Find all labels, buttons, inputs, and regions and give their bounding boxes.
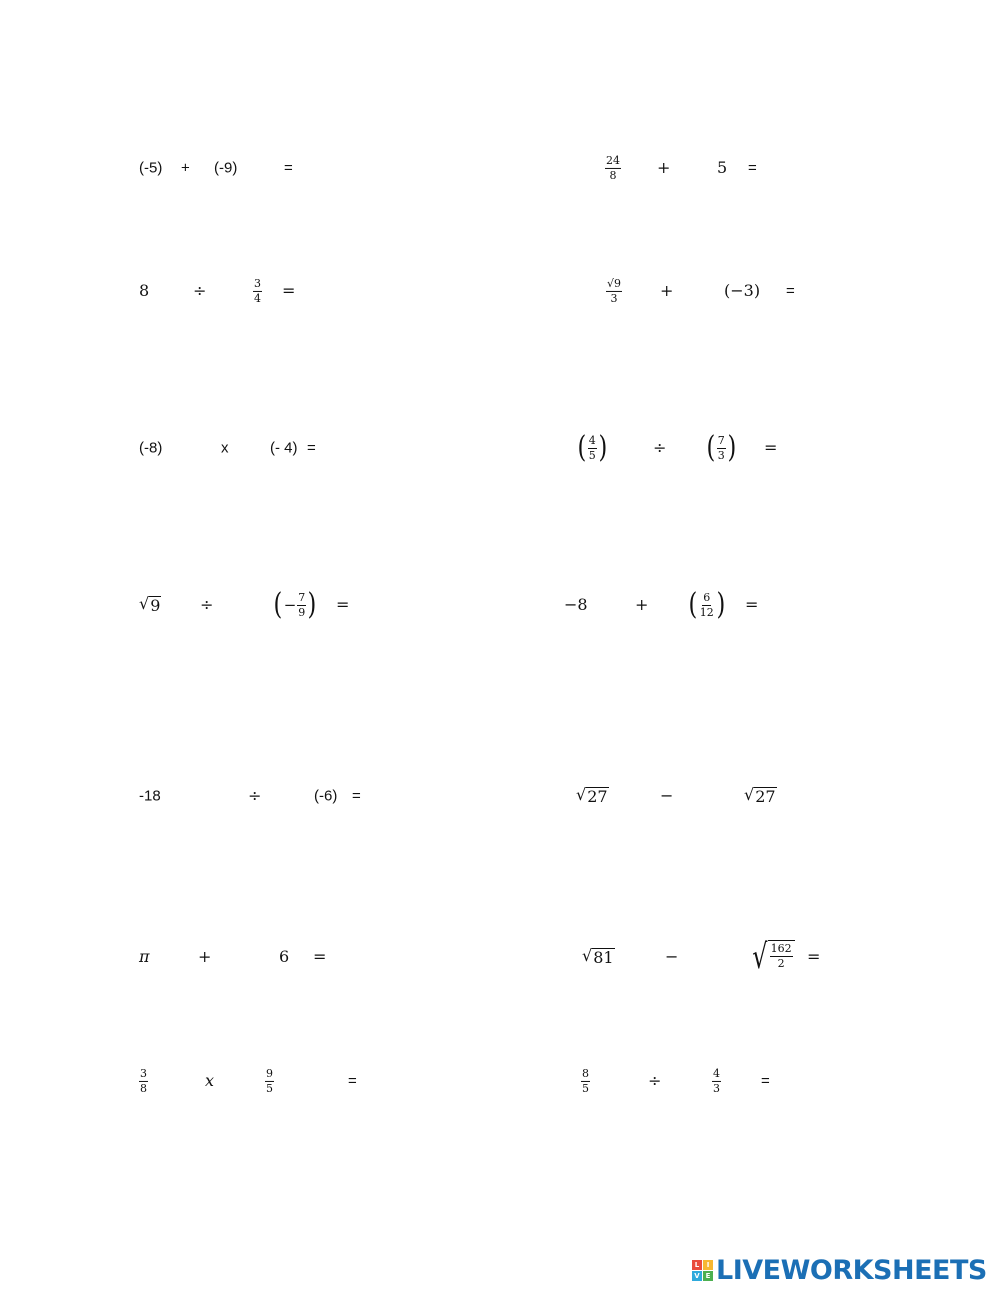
equals-sign: =	[352, 787, 361, 805]
operator: ÷	[648, 1071, 662, 1090]
operand: (- 4)	[270, 439, 298, 457]
operator: −	[660, 786, 674, 805]
equals-sign: =	[348, 1072, 357, 1090]
operator: +	[181, 159, 190, 177]
square-root-icon: √	[576, 785, 587, 804]
operand: (-5)	[139, 159, 163, 177]
equals-sign: =	[282, 281, 296, 300]
operator: x	[221, 439, 229, 457]
parenthesized-fraction: ( $\frac{6}{12}$ )	[688, 587, 725, 622]
fraction: $\frac{3}{8}$	[140, 1066, 147, 1095]
square-root: √ 9	[139, 594, 161, 615]
square-root-fraction: √ $\frac{162}{2}$	[749, 940, 795, 974]
square-root: √ 27	[744, 785, 776, 806]
equals-sign: =	[307, 439, 316, 457]
parenthesized-fraction: ( $\frac{4}{5}$ )	[577, 430, 607, 465]
operator: x	[205, 1071, 215, 1090]
operator: ÷	[653, 438, 667, 457]
operand: 6	[279, 947, 290, 966]
parenthesized-fraction: ( − $\frac{7}{9}$ )	[273, 587, 317, 622]
operator: −	[665, 947, 679, 966]
operator: +	[198, 947, 212, 966]
operand: (-9)	[214, 159, 238, 177]
equals-sign: =	[336, 595, 350, 614]
equals-sign: =	[761, 1072, 770, 1090]
equals-sign: =	[284, 159, 293, 177]
operator: ÷	[200, 595, 214, 614]
fraction: $\frac{8}{5}$	[582, 1066, 589, 1095]
parenthesized-fraction: ( $\frac{7}{3}$ )	[706, 430, 736, 465]
fraction: $\frac{9}{5}$	[266, 1066, 273, 1095]
square-root-icon: √	[607, 276, 615, 290]
square-root-icon: √	[139, 594, 150, 613]
equals-sign: =	[807, 947, 821, 966]
operator: +	[660, 281, 674, 300]
square-root-icon: √	[752, 937, 768, 977]
fraction: $\frac{3}{4}$	[254, 276, 261, 305]
square-root-icon: √	[744, 785, 755, 804]
equals-sign: =	[764, 438, 778, 457]
operator: +	[657, 158, 671, 177]
operand: -18	[139, 787, 161, 805]
operand: (-8)	[139, 439, 163, 457]
operand: (-6)	[314, 787, 338, 805]
operand: 5	[717, 158, 728, 177]
logo-text: LIVEWORKSHEETS	[716, 1255, 987, 1286]
fraction: $\frac{24}{8}$	[606, 153, 620, 182]
square-root: √ 27	[576, 785, 608, 806]
square-root-icon: √	[582, 946, 593, 965]
operand: (−3)	[724, 281, 761, 300]
operator: ÷	[193, 281, 207, 300]
equals-sign: =	[786, 282, 795, 300]
operator: +	[635, 595, 649, 614]
liveworksheets-logo	[692, 1257, 987, 1284]
square-root: √ 81	[582, 946, 614, 967]
equals-sign: =	[748, 159, 757, 177]
operand: −8	[564, 595, 588, 614]
equals-sign: =	[745, 595, 759, 614]
fraction: $\frac{√9}{3}$	[607, 276, 622, 305]
operator: ÷	[248, 786, 262, 805]
operand: π	[139, 947, 150, 966]
logo-mark-icon: L I V E	[692, 1260, 713, 1281]
operand: 8	[139, 281, 150, 300]
fraction: $\frac{4}{3}$	[713, 1066, 720, 1095]
equals-sign: =	[313, 947, 327, 966]
